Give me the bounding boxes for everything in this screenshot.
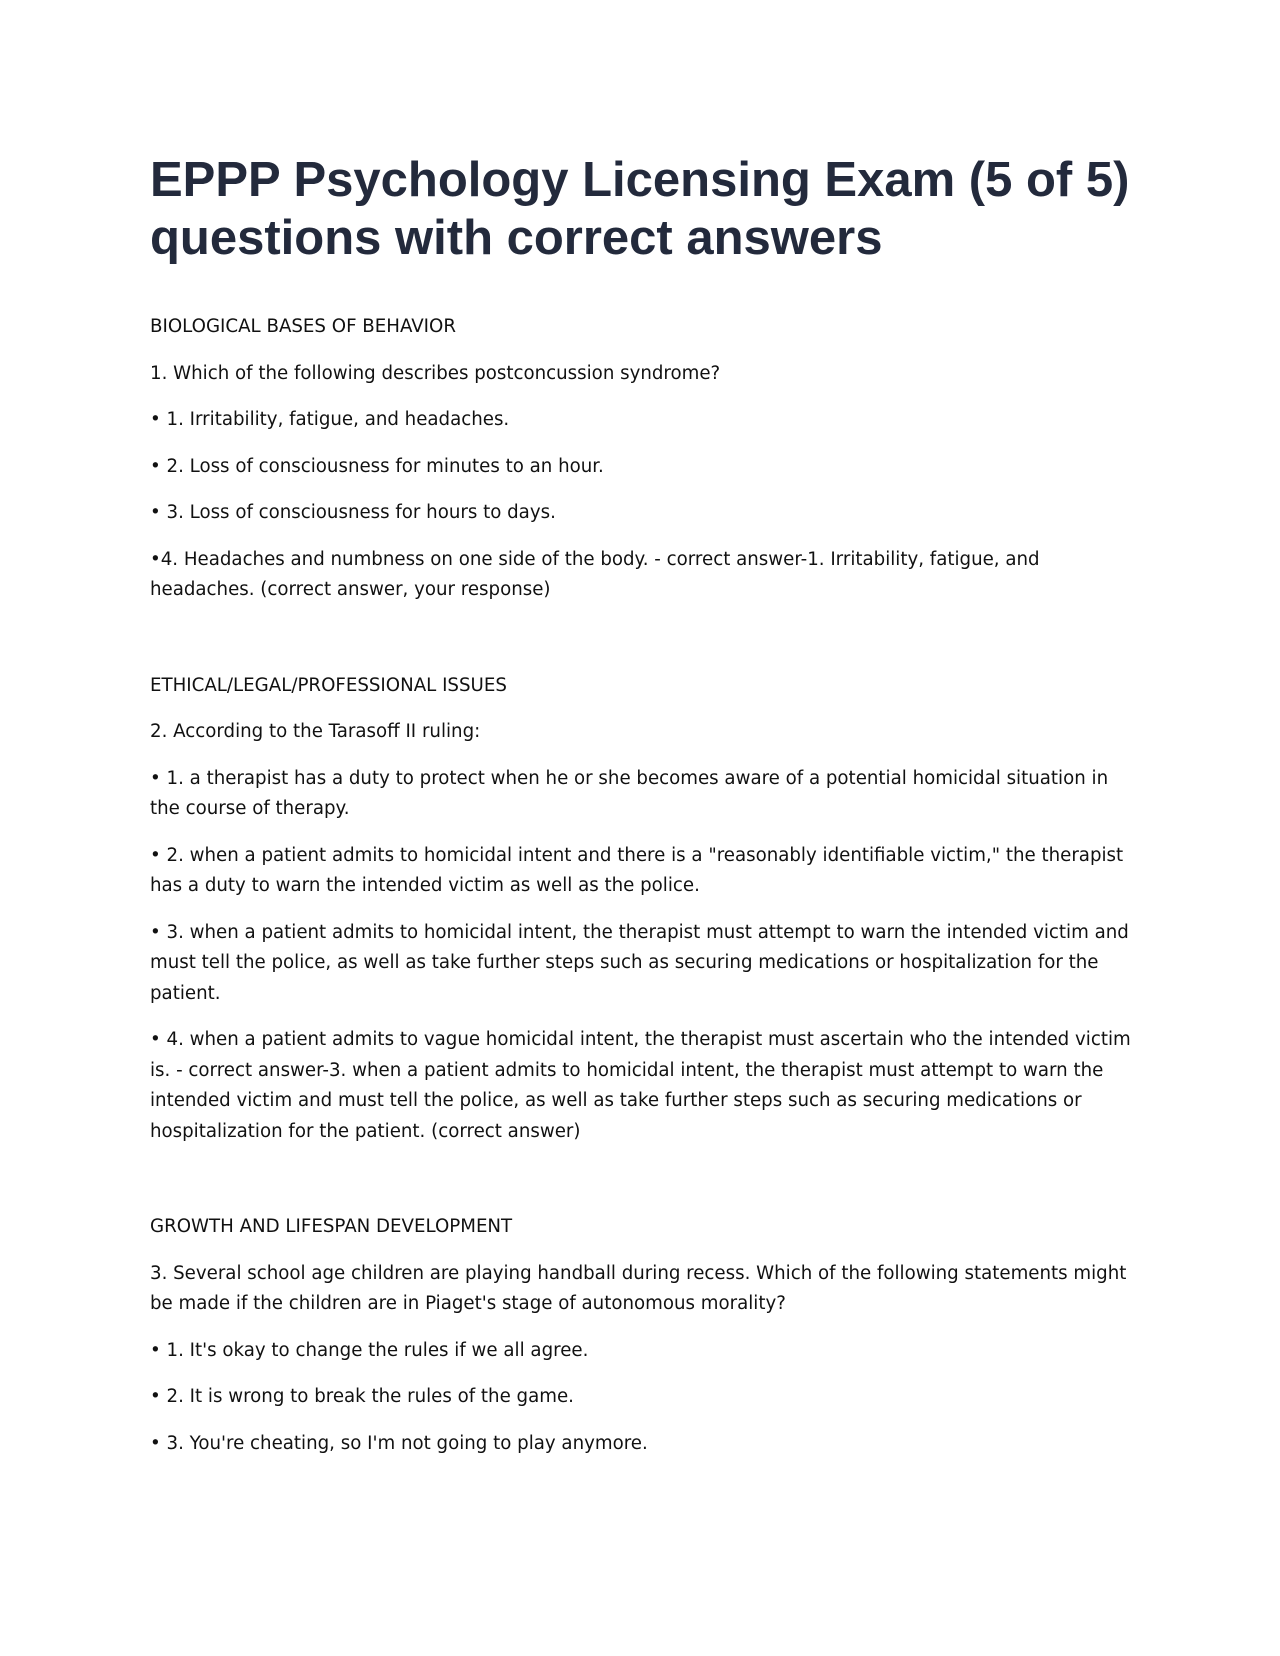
answer-option-with-correct-answer: • 4. when a patient admits to vague homicidal intent, the therapist must ascertain who the intended victim is. - correct answer-3. when a patient admits to homicidal intent, the therapist must attempt to warn the intended victim and must tell the police, as well as take further steps such as securing medications or hospitalization for the patient. (correct answer) [150,1029,1131,1142]
question-text: 1. Which of the following describes postconcussion syndrome? [150,362,721,384]
answer-option-with-correct-answer: •4. Headaches and numbness on one side of the body. - correct answer-1. Irritability, fatigue, and headaches. (correct answer, your response) [150,548,1040,600]
section-heading: GROWTH AND LIFESPAN DEVELOPMENT [150,1216,513,1237]
question-text: 3. Several school age children are playing handball during recess. Which of the following statements might be made if the children are in Piaget's stage of autonomous morality? [150,1262,1127,1314]
answer-option: • 3. Loss of consciousness for hours to days. [150,502,556,523]
answer-option: • 3. when a patient admits to homicidal intent, the therapist must attempt to warn the intended victim and must tell the police, as well as take further steps such as securing medications or hospitalization for the patient. [150,921,1129,1004]
section-spacer [150,1163,1135,1212]
document-title: EPPP Psychology Licensing Exam (5 of 5) questions with correct answers [150,153,1130,265]
section-heading: ETHICAL/LEGAL/PROFESSIONAL ISSUES [150,674,507,696]
answer-option: • 2. when a patient admits to homicidal intent and there is a "reasonably identifiable victim," the therapist has a duty to warn the intended victim as well as the police. [150,844,1124,896]
answer-option: • 3. You're cheating, so I'm not going to play anymore. [150,1432,648,1454]
answer-option: • 2. Loss of consciousness for minutes to an hour. [150,455,604,477]
document-body [150,312,1135,1475]
question-text: 2. According to the Tarasoff II ruling: [150,721,481,742]
section-heading: BIOLOGICAL BASES OF BEHAVIOR [150,316,456,337]
answer-option: • 2. It is wrong to break the rules of the game. [150,1386,574,1407]
section-spacer [150,622,1135,671]
answer-option: • 1. It's okay to change the rules if we all agree. [150,1339,589,1361]
answer-option: • 1. a therapist has a duty to protect when he or she becomes aware of a potential homicidal situation in the course of therapy. [150,767,1109,819]
section-biological-bases [150,312,1135,606]
section-growth-lifespan [150,1212,1135,1459]
answer-option: • 1. Irritability, fatigue, and headaches. [150,409,510,430]
section-ethical-legal [150,671,1135,1148]
